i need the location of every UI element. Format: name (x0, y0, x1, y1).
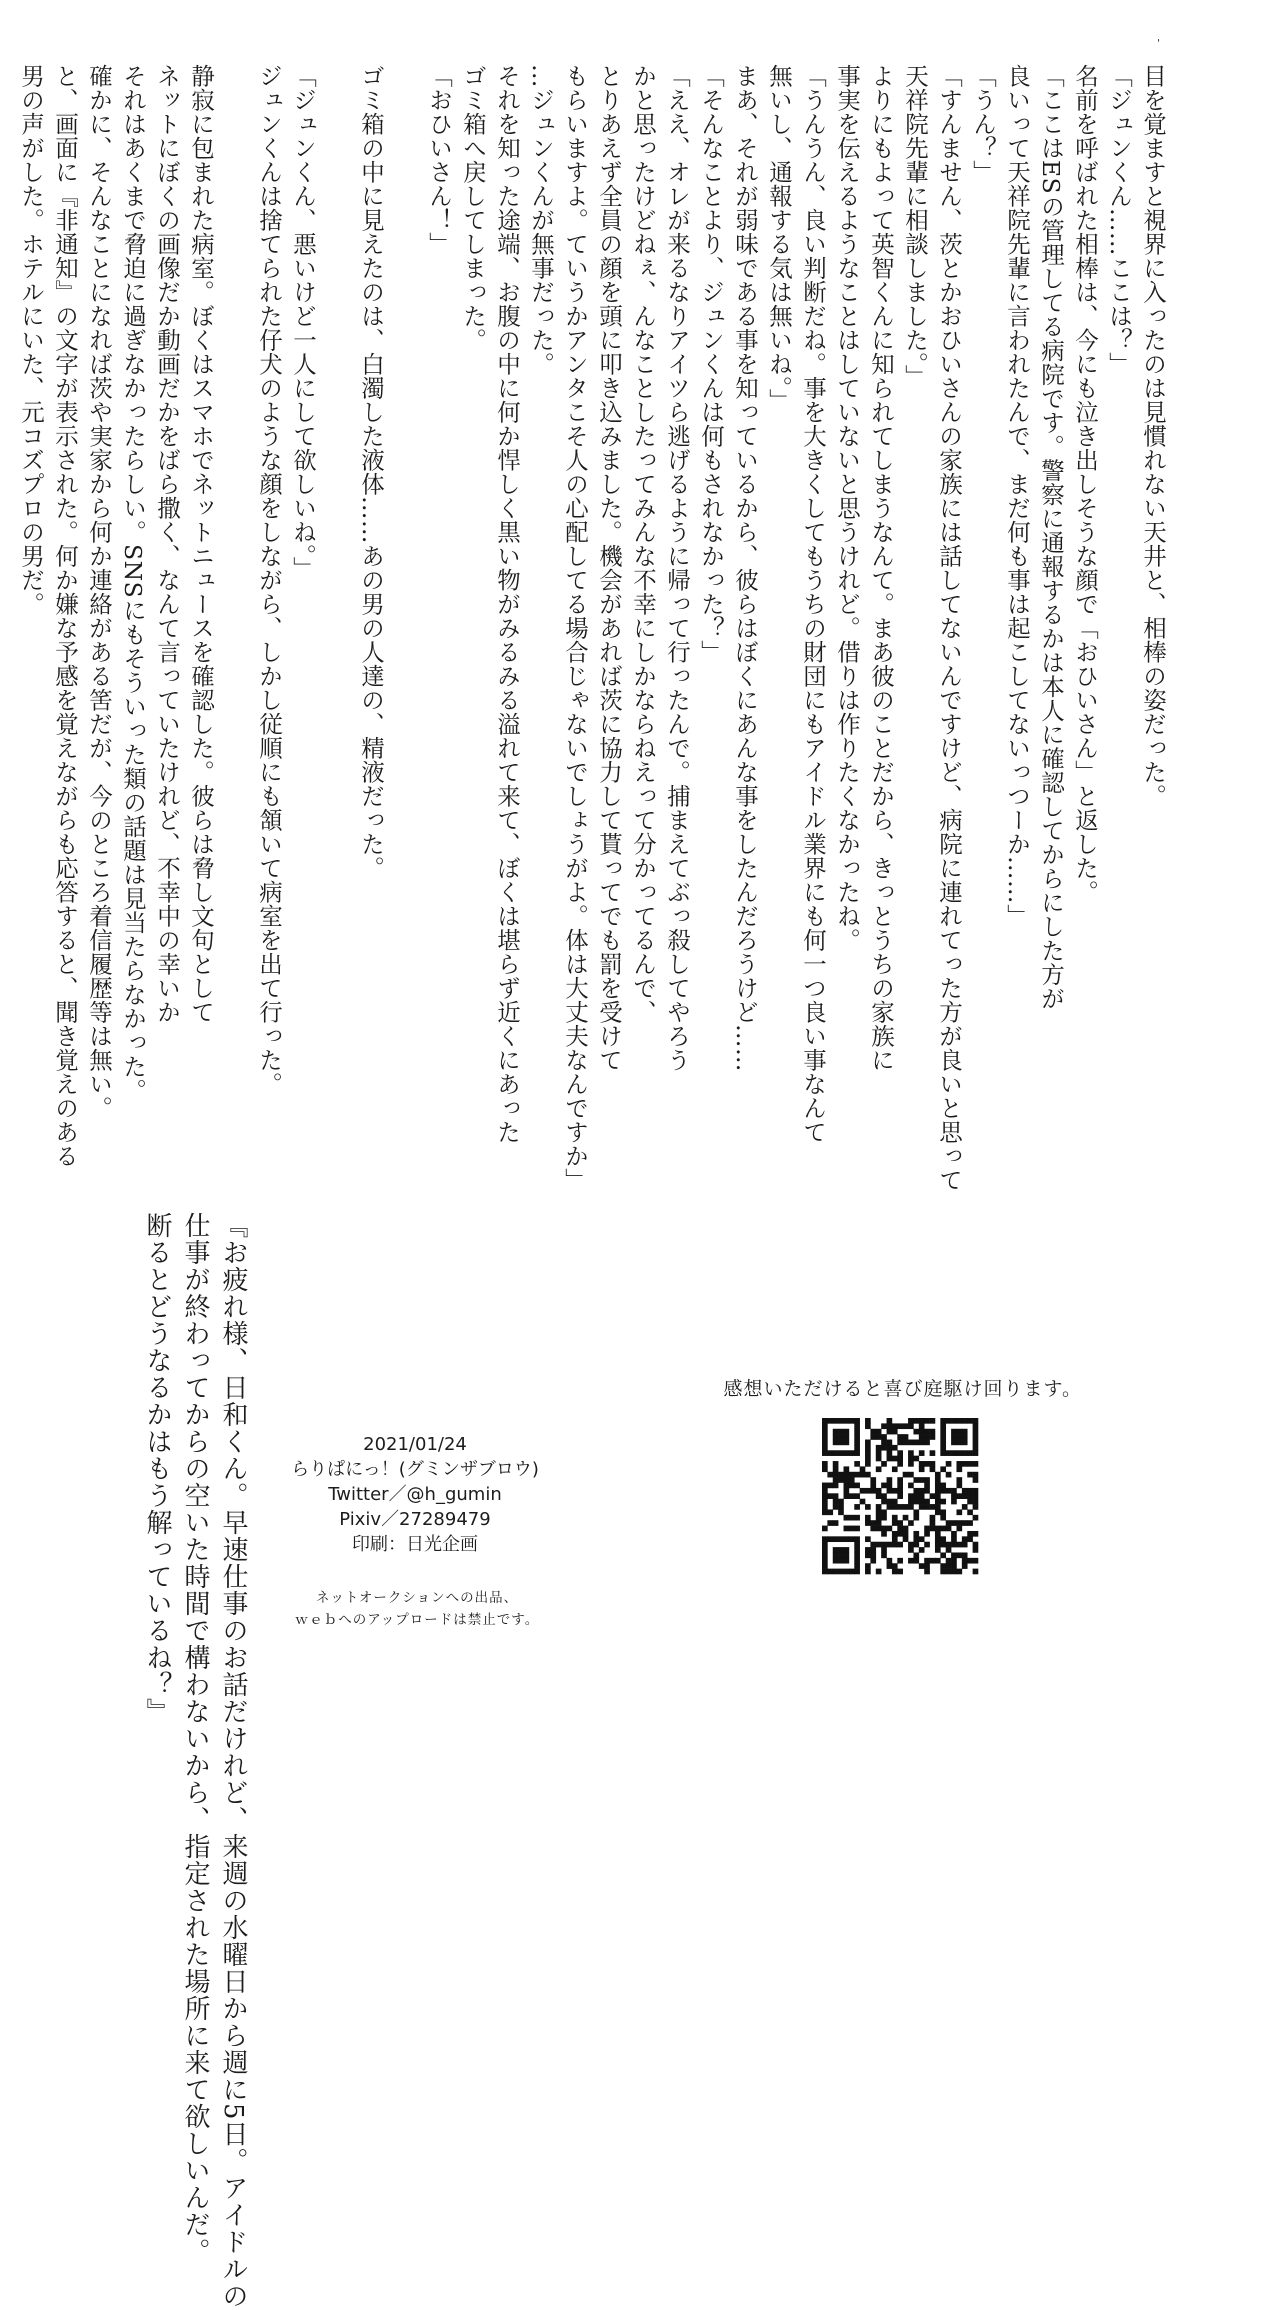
story-line: …ジュンくんが無事だった。 (527, 64, 555, 376)
upload-notice (262, 1587, 572, 1631)
story-line: 目を覚ますと視界に入ったのは見慣れない天井と、相棒の姿だった。 (1139, 64, 1167, 808)
story-line: 「うん？」 (969, 64, 997, 184)
story-body-upper (17, 64, 1170, 1192)
story-line: 『お疲れ様、日和くん。早速仕事のお話だけれど、来週の水曜日から週に5日。アイドルの (218, 1212, 248, 2310)
corner-mark: ' (1157, 38, 1160, 49)
story-line: 仕事が終わってからの空いた時間で構わないから、指定された場所に来て欲しいんだ。 (180, 1212, 210, 2265)
story-line: それはあくまで脅迫に過ぎなかったらしい。SNSにもそういった類の話題は見当たらなかった。 (119, 64, 147, 1103)
colophon (270, 1432, 560, 1557)
notice-line-2: ｗｅｂへのアップロードは禁止です。 (294, 1612, 540, 1628)
notice-line-1: ネットオークションへの出品、 (315, 1590, 519, 1606)
story-line: 「そんなことより、ジュンくんは何もされなかった？」 (697, 64, 725, 664)
story-line: 静寂に包まれた病室。ぼくはスマホでネットニュースを確認した。彼らは脅し文句として (187, 64, 215, 1024)
story-line: もらいますよ。ていうかアンタこそ人の心配してる場合じゃないでしょうがよ。体は大丈夫なんですか」 (561, 64, 589, 1192)
story-line: 断るとどうなるかはもう解っているね？』 (142, 1212, 172, 1725)
paragraph-gap (388, 64, 422, 1054)
story-line: 天祥院先輩に相談しました。」 (901, 64, 929, 389)
story-line: それを知った途端、お腹の中に何か悍しく黒い物がみるみる溢れて来て、ぼくは堪らず近くにあった (493, 64, 521, 1144)
colophon-printer: 印刷：日光企画 (352, 1534, 478, 1555)
story-line: ネットにぼくの画像だか動画だかをばら撒く、なんて言っていたけれど、不幸中の幸いか (153, 64, 181, 1024)
story-line: 確かに、そんなことになれば茨や実家から何か連絡がある筈だが、今のところ着信履歴等は無い。 (85, 64, 113, 1120)
thanks-message: 感想いただけると喜び庭駆け回ります。 (723, 1378, 1082, 1400)
colophon-circle: らりぱにっ！(グミンザブロウ) (291, 1459, 539, 1480)
paragraph-gap (320, 64, 354, 1054)
colophon-pixiv: Pixiv／27289479 (339, 1509, 491, 1530)
story-line: と、画面に『非通知』の文字が表示された。何か嫌な予感を覚えながらも応答すると、聞き覚えのある (51, 64, 79, 1168)
paragraph-gap (218, 64, 252, 1054)
story-line: まあ、それが弱味である事を知っているから、彼らはぼくにあんな事をしたんだろうけど…… (731, 64, 759, 1072)
story-line: 「ええ、オレが来るなりアイツら逃げるように帰って行ったんで。捕まえてぶっ殺してやろう (663, 64, 691, 1072)
story-line: 「すんません、茨とかおひいさんの家族には話してないんですけど、病院に連れてった方が良いと思って (935, 64, 963, 1192)
story-line: 無いし、通報する気は無いね。」 (765, 64, 793, 413)
story-line: 名前を呼ばれた相棒は、今にも泣き出しそうな顔で「おひいさん」と返した。 (1071, 64, 1099, 904)
story-line: 「おひいさん！」 (425, 64, 453, 256)
story-line: 「ジュンくん、悪いけど一人にして欲しいね。」 (289, 64, 317, 581)
story-line: ジュンくんは捨てられた仔犬のような顔をしながら、しかし従順にも頷いて病室を出て行った。 (255, 64, 283, 1096)
story-line: かと思ったけどねぇ、んなことしたってみんな不幸にしかならねえって分かってるんで、 (629, 64, 657, 1024)
colophon-twitter: Twitter／@h_gumin (328, 1484, 502, 1505)
story-line: 男の声がした。ホテルにいた、元コズプロの男だ。 (17, 64, 45, 616)
story-line: 「うんうん、良い判断だね。事を大きくしてもうちの財団にもアイドル業界にも何一つ良い事なんて (799, 64, 827, 1144)
story-line: ゴミ箱の中に見えたのは、白濁した液体……あの男の人達の、精液だった。 (357, 64, 385, 880)
colophon-date: 2021/01/24 (363, 1434, 467, 1455)
story-line: 事実を伝えるようなことはしていないと思うけれど。借りは作りたくなかったね。 (833, 64, 861, 952)
qr-code-icon[interactable] (822, 1418, 978, 1574)
story-body-lower (132, 1212, 252, 2310)
story-line: 「ジュンくん……ここは？」 (1105, 64, 1133, 376)
story-line: 「ここはESの管理してる病院です。警察に通報するかは本人に確認してからにした方が (1037, 64, 1065, 1011)
story-line: よりにもよって英智くんに知られてしまうなんて。まあ彼のことだから、きっとうちの家族に (867, 64, 895, 1072)
story-line: ゴミ箱へ戻してしまった。 (459, 64, 487, 352)
story-line: 良いって天祥院先輩に言われたんで、まだ何も事は起こしてないっつーか……」 (1003, 64, 1031, 928)
story-line: とりあえず全員の顔を頭に叩き込みました。機会があれば茨に協力して貰ってでも罰を受けて (595, 64, 623, 1072)
